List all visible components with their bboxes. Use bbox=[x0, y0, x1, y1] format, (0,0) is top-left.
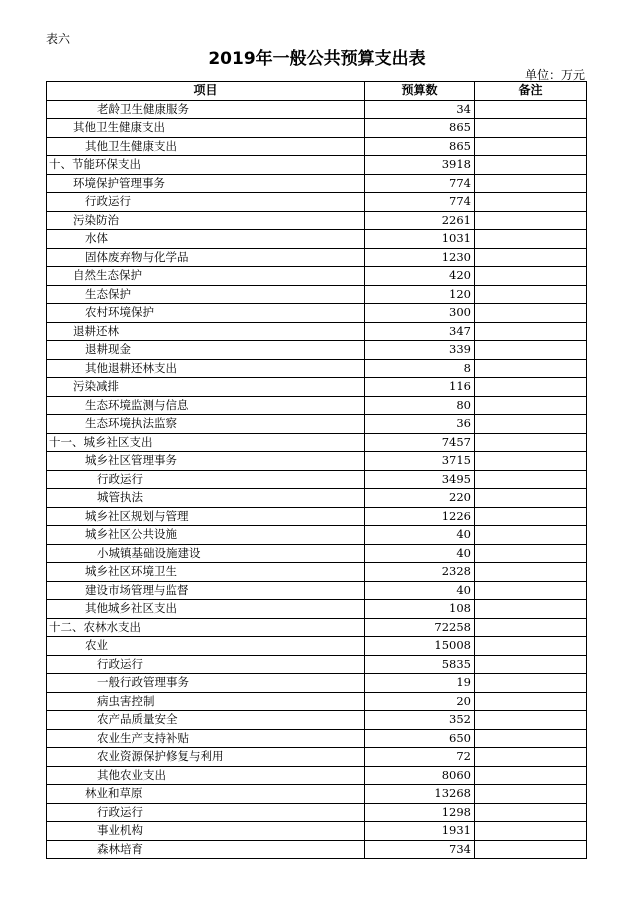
table-row bbox=[47, 137, 587, 156]
item-cell: 十一、城乡社区支出 bbox=[47, 433, 365, 452]
table-row bbox=[47, 452, 587, 471]
table-row bbox=[47, 378, 587, 397]
table-row bbox=[47, 304, 587, 323]
item-cell: 城乡社区管理事务 bbox=[47, 452, 365, 471]
table-row bbox=[47, 785, 587, 804]
amount-cell: 116 bbox=[365, 378, 475, 397]
note-cell bbox=[475, 100, 587, 119]
amount-cell: 8 bbox=[365, 359, 475, 378]
item-cell: 其他农业支出 bbox=[47, 766, 365, 785]
table-row bbox=[47, 748, 587, 767]
column-header-item: 项目 bbox=[47, 82, 365, 101]
note-cell bbox=[475, 711, 587, 730]
note-cell bbox=[475, 822, 587, 841]
amount-cell: 774 bbox=[365, 193, 475, 212]
note-cell bbox=[475, 803, 587, 822]
note-cell bbox=[475, 174, 587, 193]
note-cell bbox=[475, 119, 587, 138]
item-cell: 一般行政管理事务 bbox=[47, 674, 365, 693]
item-cell: 建设市场管理与监督 bbox=[47, 581, 365, 600]
amount-cell: 3715 bbox=[365, 452, 475, 471]
table-row bbox=[47, 544, 587, 563]
note-cell bbox=[475, 470, 587, 489]
amount-cell: 774 bbox=[365, 174, 475, 193]
amount-cell: 1298 bbox=[365, 803, 475, 822]
amount-cell: 734 bbox=[365, 840, 475, 859]
note-cell bbox=[475, 618, 587, 637]
item-cell: 其他城乡社区支出 bbox=[47, 600, 365, 619]
amount-cell: 220 bbox=[365, 489, 475, 508]
table-row bbox=[47, 230, 587, 249]
table-row bbox=[47, 433, 587, 452]
table-number-label: 表六 bbox=[46, 32, 71, 46]
table-row bbox=[47, 267, 587, 286]
item-cell: 农业生产支持补贴 bbox=[47, 729, 365, 748]
item-cell: 水体 bbox=[47, 230, 365, 249]
note-cell bbox=[475, 322, 587, 341]
amount-cell: 300 bbox=[365, 304, 475, 323]
amount-cell: 72258 bbox=[365, 618, 475, 637]
item-cell: 生态环境监测与信息 bbox=[47, 396, 365, 415]
table-row bbox=[47, 396, 587, 415]
note-cell bbox=[475, 840, 587, 859]
table-row bbox=[47, 341, 587, 360]
note-cell bbox=[475, 581, 587, 600]
table-row bbox=[47, 211, 587, 230]
item-cell: 病虫害控制 bbox=[47, 692, 365, 711]
item-cell: 事业机构 bbox=[47, 822, 365, 841]
amount-cell: 3495 bbox=[365, 470, 475, 489]
note-cell bbox=[475, 341, 587, 360]
amount-cell: 1931 bbox=[365, 822, 475, 841]
table-row bbox=[47, 600, 587, 619]
item-cell: 自然生态保护 bbox=[47, 267, 365, 286]
amount-cell: 19 bbox=[365, 674, 475, 693]
note-cell bbox=[475, 655, 587, 674]
table-row bbox=[47, 285, 587, 304]
table-row bbox=[47, 415, 587, 434]
note-cell bbox=[475, 267, 587, 286]
table-row bbox=[47, 322, 587, 341]
table-row bbox=[47, 489, 587, 508]
amount-cell: 352 bbox=[365, 711, 475, 730]
item-cell: 林业和草原 bbox=[47, 785, 365, 804]
table-row bbox=[47, 100, 587, 119]
item-cell: 其他卫生健康支出 bbox=[47, 119, 365, 138]
item-cell: 污染防治 bbox=[47, 211, 365, 230]
note-cell bbox=[475, 600, 587, 619]
amount-cell: 80 bbox=[365, 396, 475, 415]
item-cell: 农业 bbox=[47, 637, 365, 656]
table-row bbox=[47, 526, 587, 545]
note-cell bbox=[475, 211, 587, 230]
table-row bbox=[47, 637, 587, 656]
item-cell: 行政运行 bbox=[47, 803, 365, 822]
item-cell: 行政运行 bbox=[47, 470, 365, 489]
item-cell: 城乡社区公共设施 bbox=[47, 526, 365, 545]
table-row bbox=[47, 618, 587, 637]
note-cell bbox=[475, 359, 587, 378]
amount-cell: 2328 bbox=[365, 563, 475, 582]
item-cell: 生态环境执法监察 bbox=[47, 415, 365, 434]
item-cell: 十、节能环保支出 bbox=[47, 156, 365, 175]
note-cell bbox=[475, 729, 587, 748]
amount-cell: 40 bbox=[365, 581, 475, 600]
table-row bbox=[47, 563, 587, 582]
item-cell: 农产品质量安全 bbox=[47, 711, 365, 730]
amount-cell: 108 bbox=[365, 600, 475, 619]
note-cell bbox=[475, 526, 587, 545]
amount-cell: 40 bbox=[365, 544, 475, 563]
amount-cell: 3918 bbox=[365, 156, 475, 175]
table-row bbox=[47, 174, 587, 193]
item-cell: 环境保护管理事务 bbox=[47, 174, 365, 193]
note-cell bbox=[475, 507, 587, 526]
table-row bbox=[47, 193, 587, 212]
table-row bbox=[47, 156, 587, 175]
item-cell: 行政运行 bbox=[47, 655, 365, 674]
note-cell bbox=[475, 766, 587, 785]
budget-table bbox=[46, 81, 587, 859]
unit-label: 单位：万元 bbox=[524, 68, 585, 82]
amount-cell: 347 bbox=[365, 322, 475, 341]
item-cell: 固体废弃物与化学品 bbox=[47, 248, 365, 267]
amount-cell: 40 bbox=[365, 526, 475, 545]
note-cell bbox=[475, 193, 587, 212]
amount-cell: 15008 bbox=[365, 637, 475, 656]
note-cell bbox=[475, 563, 587, 582]
column-header-note: 备注 bbox=[475, 82, 587, 101]
note-cell bbox=[475, 137, 587, 156]
table-row bbox=[47, 803, 587, 822]
item-cell: 农村环境保护 bbox=[47, 304, 365, 323]
amount-cell: 1226 bbox=[365, 507, 475, 526]
table-row bbox=[47, 729, 587, 748]
amount-cell: 5835 bbox=[365, 655, 475, 674]
table-row bbox=[47, 470, 587, 489]
note-cell bbox=[475, 415, 587, 434]
amount-cell: 2261 bbox=[365, 211, 475, 230]
amount-cell: 7457 bbox=[365, 433, 475, 452]
item-cell: 城乡社区环境卫生 bbox=[47, 563, 365, 582]
note-cell bbox=[475, 489, 587, 508]
item-cell: 生态保护 bbox=[47, 285, 365, 304]
amount-cell: 20 bbox=[365, 692, 475, 711]
amount-cell: 13268 bbox=[365, 785, 475, 804]
item-cell: 森林培育 bbox=[47, 840, 365, 859]
item-cell: 十二、农林水支出 bbox=[47, 618, 365, 637]
table-body bbox=[47, 100, 587, 859]
amount-cell: 420 bbox=[365, 267, 475, 286]
item-cell: 退耕现金 bbox=[47, 341, 365, 360]
table-row bbox=[47, 581, 587, 600]
amount-cell: 650 bbox=[365, 729, 475, 748]
note-cell bbox=[475, 544, 587, 563]
note-cell bbox=[475, 674, 587, 693]
amount-cell: 865 bbox=[365, 119, 475, 138]
amount-cell: 8060 bbox=[365, 766, 475, 785]
table-row bbox=[47, 840, 587, 859]
item-cell: 行政运行 bbox=[47, 193, 365, 212]
table-row bbox=[47, 655, 587, 674]
item-cell: 城管执法 bbox=[47, 489, 365, 508]
item-cell: 污染减排 bbox=[47, 378, 365, 397]
note-cell bbox=[475, 248, 587, 267]
page-title: 2019年一般公共预算支出表 bbox=[208, 49, 426, 69]
table-row bbox=[47, 692, 587, 711]
item-cell: 其他退耕还林支出 bbox=[47, 359, 365, 378]
note-cell bbox=[475, 304, 587, 323]
amount-cell: 1031 bbox=[365, 230, 475, 249]
note-cell bbox=[475, 285, 587, 304]
table-header-row bbox=[47, 82, 587, 101]
note-cell bbox=[475, 637, 587, 656]
item-cell: 城乡社区规划与管理 bbox=[47, 507, 365, 526]
note-cell bbox=[475, 433, 587, 452]
note-cell bbox=[475, 785, 587, 804]
amount-cell: 36 bbox=[365, 415, 475, 434]
note-cell bbox=[475, 230, 587, 249]
note-cell bbox=[475, 396, 587, 415]
column-header-amount: 预算数 bbox=[365, 82, 475, 101]
table-row bbox=[47, 822, 587, 841]
table-row bbox=[47, 766, 587, 785]
table-row bbox=[47, 359, 587, 378]
item-cell: 老龄卫生健康服务 bbox=[47, 100, 365, 119]
item-cell: 退耕还林 bbox=[47, 322, 365, 341]
amount-cell: 1230 bbox=[365, 248, 475, 267]
amount-cell: 339 bbox=[365, 341, 475, 360]
table-row bbox=[47, 674, 587, 693]
note-cell bbox=[475, 452, 587, 471]
amount-cell: 865 bbox=[365, 137, 475, 156]
amount-cell: 34 bbox=[365, 100, 475, 119]
note-cell bbox=[475, 378, 587, 397]
item-cell: 小城镇基础设施建设 bbox=[47, 544, 365, 563]
table-row bbox=[47, 248, 587, 267]
table-row bbox=[47, 507, 587, 526]
note-cell bbox=[475, 692, 587, 711]
item-cell: 农业资源保护修复与利用 bbox=[47, 748, 365, 767]
amount-cell: 72 bbox=[365, 748, 475, 767]
note-cell bbox=[475, 748, 587, 767]
note-cell bbox=[475, 156, 587, 175]
table-row bbox=[47, 119, 587, 138]
table-row bbox=[47, 711, 587, 730]
item-cell: 其他卫生健康支出 bbox=[47, 137, 365, 156]
amount-cell: 120 bbox=[365, 285, 475, 304]
